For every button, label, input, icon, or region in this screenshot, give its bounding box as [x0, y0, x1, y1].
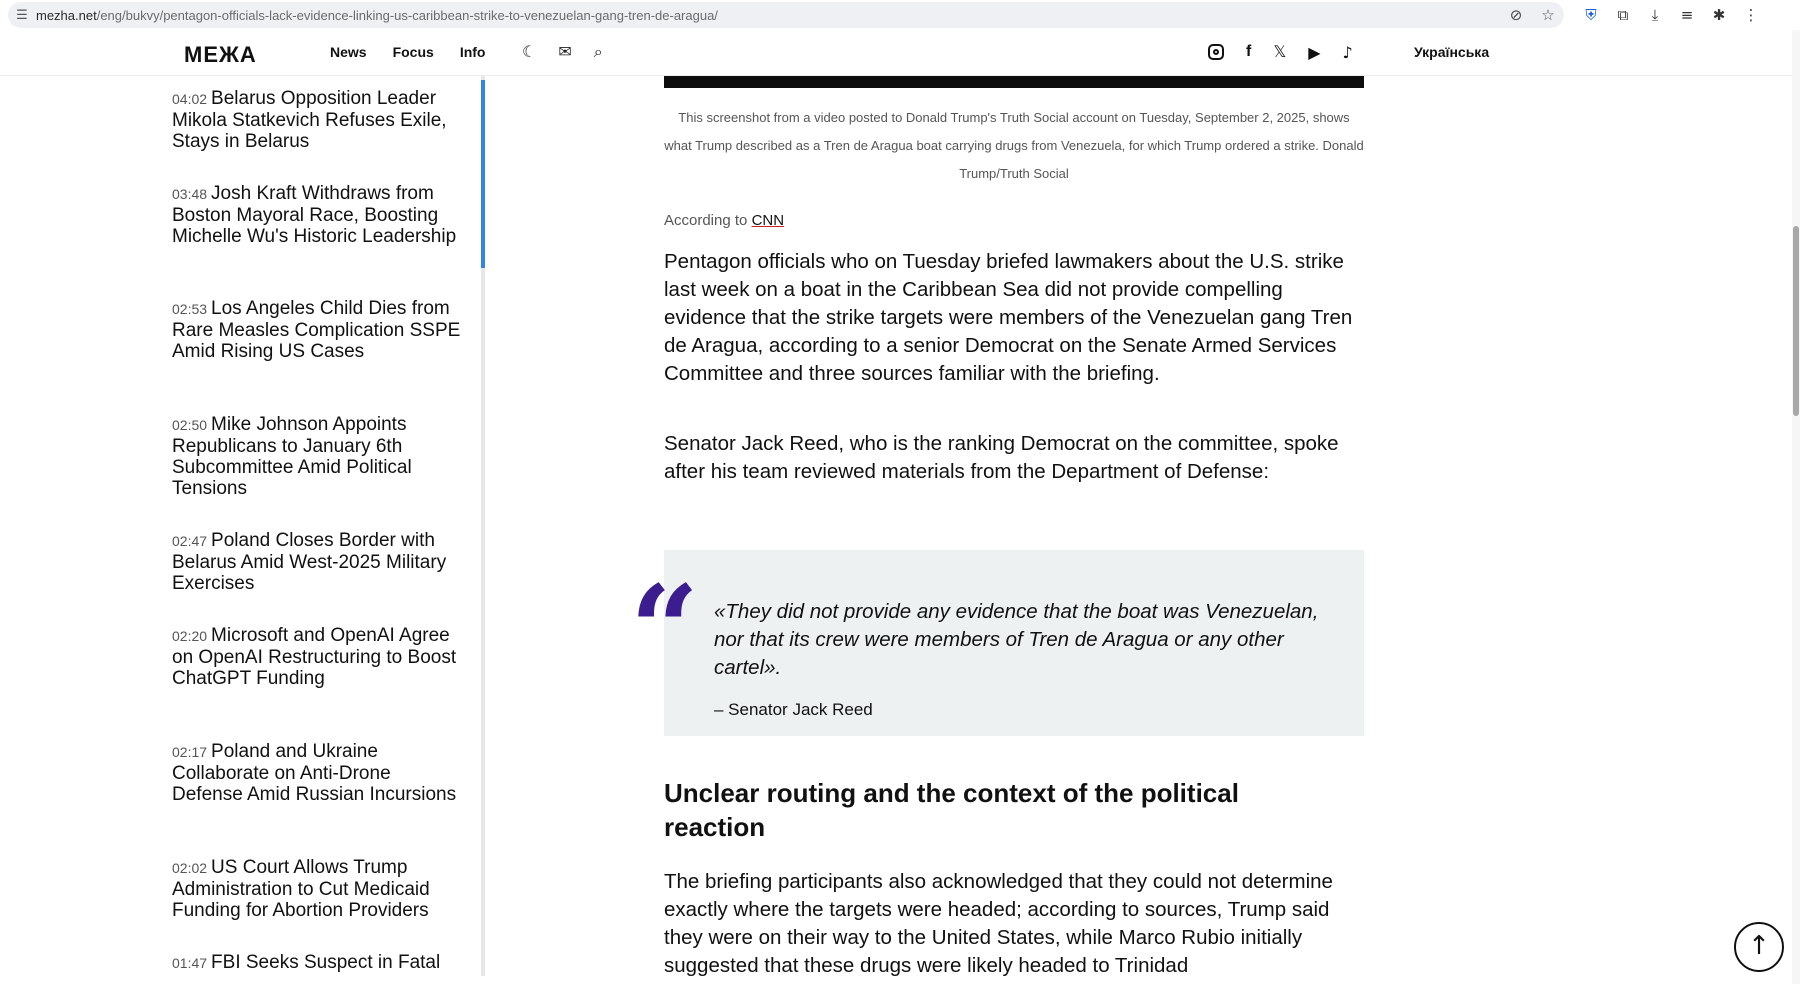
news-time: 03:48 [172, 186, 208, 202]
facebook-icon[interactable]: f [1246, 43, 1252, 60]
news-title: Poland Closes Border with Belarus Amid West-2025 Military Exercises [172, 530, 447, 594]
page-scrollbar[interactable] [1792, 30, 1800, 984]
news-feed-item[interactable] [172, 952, 464, 974]
moon-icon[interactable]: ☾ [522, 42, 537, 61]
search-icon[interactable]: ⌕ [593, 42, 603, 61]
article-paragraph: Senator Jack Reed, who is the ranking Democrat on the committee, spoke after his team reviewed materials from the Department of Defense: [664, 432, 1339, 483]
blockquote [630, 550, 1364, 736]
reading-list-icon[interactable]: ≡ [1680, 6, 1694, 24]
quote-mark-icon: “ [630, 559, 700, 700]
article-paragraph: The briefing participants also acknowledged that they could not determine exactly where the targets were headed; according to sources, Trump said they were on their way to the United States, while Marco Rubio initially suggested that these drugs were likely headed to Trinidad [664, 870, 1333, 977]
arrow-up-icon: ↑ [1748, 931, 1770, 961]
news-feed-sidebar [0, 76, 484, 976]
news-time: 02:20 [172, 628, 208, 644]
x-icon[interactable]: 𝕏 [1273, 44, 1287, 61]
youtube-icon[interactable]: ▶ [1308, 42, 1321, 62]
news-time: 01:47 [172, 955, 208, 971]
nav-focus[interactable]: Focus [392, 44, 434, 60]
news-feed-item[interactable] [172, 183, 464, 247]
news-feed-item[interactable] [172, 625, 464, 689]
news-title: Los Angeles Child Dies from Rare Measles Complication SSPE Amid Rising US Cases [172, 298, 461, 362]
menu-icon[interactable]: ⋮ [1743, 6, 1759, 24]
news-feed-item[interactable] [172, 741, 464, 805]
source-prefix: According to [664, 212, 748, 229]
news-title: Josh Kraft Withdraws from Boston Mayoral Race, Boosting Michelle Wu's Historic Leadership [172, 183, 457, 247]
news-feed-item[interactable] [172, 414, 464, 499]
extensions-icon[interactable]: ⧉ [1617, 6, 1629, 24]
main-nav [330, 44, 485, 60]
article-image [664, 76, 1364, 88]
news-feed-item[interactable] [172, 298, 464, 362]
news-feed-item[interactable] [172, 530, 464, 594]
nav-info[interactable]: Info [459, 44, 486, 60]
address-bar[interactable] [8, 2, 1564, 28]
site-logo[interactable]: МЕЖА [184, 42, 257, 67]
news-time: 02:17 [172, 744, 208, 760]
nav-news[interactable]: News [330, 44, 367, 60]
news-title: Poland and Ukraine Collaborate on Anti-Drone Defense Amid Russian Incursions [172, 741, 457, 805]
quote-text: «They did not provide any evidence that the boat was Venezuelan, nor that its crew were members of Tren de Aragua or any other cartel». [714, 600, 1319, 679]
star-icon[interactable]: ☆ [1541, 6, 1555, 24]
source-line [664, 212, 784, 229]
news-time: 02:02 [172, 860, 208, 876]
quote-author: – Senator Jack Reed [714, 700, 873, 719]
news-time: 02:47 [172, 533, 208, 549]
news-time: 02:53 [172, 301, 208, 317]
source-link[interactable]: CNN [751, 212, 785, 229]
article-paragraph: Pentagon officials who on Tuesday briefed lawmakers about the U.S. strike last week on a boat in the Caribbean Sea did not provide compelling evidence that the strike targets were members of the Venezuelan gang Tren de Aragua, according to a senior Democrat on the Senate Armed Services Committee and three sources familiar with the briefing. [664, 250, 1353, 385]
instagram-icon[interactable] [1208, 44, 1224, 60]
language-switch[interactable]: Українська [1414, 44, 1490, 60]
news-time: 02:50 [172, 417, 208, 433]
news-feed-item[interactable] [172, 88, 464, 152]
url-path: /eng/bukvy/pentagon-officials-lack-evidence-linking-us-caribbean-strike-to-venezuelan-gang-tren-de-aragua/ [96, 7, 718, 23]
url-text[interactable] [36, 8, 1500, 23]
site-info-icon[interactable]: ☰ [16, 7, 28, 23]
news-title: Microsoft and OpenAI Agree on OpenAI Restructuring to Boost ChatGPT Funding [172, 625, 457, 689]
browser-toolbar [0, 0, 1800, 30]
eye-off-icon[interactable]: ⊘ [1509, 6, 1523, 24]
profile-icon[interactable]: ✱ [1712, 6, 1726, 24]
news-feed-item[interactable] [172, 857, 464, 921]
news-title: Belarus Opposition Leader Mikola Statkevich Refuses Exile, Stays in Belarus [172, 88, 447, 152]
page-scrollbar-thumb[interactable] [1793, 226, 1799, 416]
news-title: Mike Johnson Appoints Republicans to January 6th Subcommittee Amid Political Tensions [172, 414, 412, 499]
shield-icon[interactable]: ⛨ [1585, 6, 1597, 24]
image-caption: This screenshot from a video posted to Donald Trump's Truth Social account on Tuesday, September 2, 2025, shows what Trump described as a Tren de Aragua boat carrying drugs from Venezuela, for which Trump ordered a strike. Donald Trump/Truth Social [664, 110, 1364, 181]
news-title: FBI Seeks Suspect in Fatal [211, 952, 441, 973]
site-header [0, 30, 1800, 76]
url-domain: mezha.net [36, 7, 97, 23]
social-links [1208, 42, 1353, 62]
back-to-top-button[interactable] [1734, 922, 1784, 972]
download-icon[interactable]: ⤓ [1651, 6, 1659, 24]
tiktok-icon[interactable]: ♪ [1342, 42, 1353, 62]
news-title: US Court Allows Trump Administration to Cut Medicaid Funding for Abortion Providers [172, 857, 430, 921]
sidebar-scrollbar-thumb[interactable] [481, 80, 485, 268]
mail-icon[interactable]: ✉ [558, 42, 572, 61]
section-heading: Unclear routing and the context of the political reaction [664, 778, 1239, 842]
news-time: 04:02 [172, 91, 208, 107]
